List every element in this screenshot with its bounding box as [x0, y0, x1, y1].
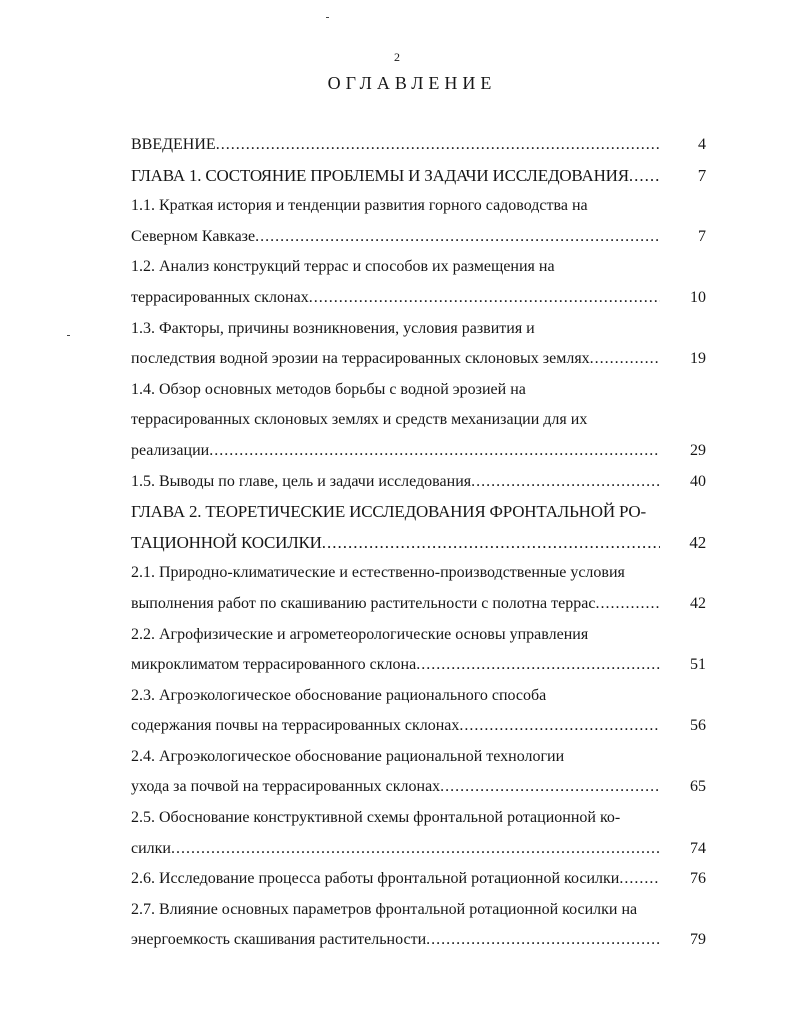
page-number: 2	[394, 50, 400, 64]
toc-line	[131, 161, 706, 192]
toc-leader-dots	[416, 650, 660, 681]
toc-page-number: 42	[689, 532, 706, 552]
toc-page-number: 74	[690, 839, 706, 857]
toc-entry-text: силки	[131, 839, 171, 857]
table-of-contents	[131, 130, 706, 956]
toc-line	[131, 467, 706, 498]
toc-page-number: 7	[698, 227, 706, 245]
toc-page-number: 42	[690, 594, 706, 612]
toc-leader-dots	[629, 161, 660, 192]
toc-page-number: 10	[690, 288, 706, 306]
toc-line	[131, 834, 706, 865]
toc-line	[131, 742, 706, 773]
toc-entry-text: 2.7. Влияние основных параметров фронтальной ротационной косилки на	[131, 900, 638, 918]
toc-leader-dots	[255, 222, 660, 253]
toc-page-number: 29	[690, 441, 706, 459]
toc-line	[131, 803, 706, 834]
toc-line	[131, 283, 706, 314]
toc-entry-text: террасированных склоновых землях и средств механизации для их	[131, 411, 588, 429]
toc-line	[131, 344, 706, 375]
scan-speck	[67, 335, 70, 336]
toc-entry-text: ВВЕДЕНИЕ	[131, 136, 216, 153]
toc-entry-text: микроклиматом террасированного склона	[131, 656, 417, 674]
toc-entry-text: ГЛАВА 2. ТЕОРЕТИЧЕСКИЕ ИССЛЕДОВАНИЯ ФРОНТАЛЬНОЙ РО-	[131, 502, 646, 522]
toc-leader-dots	[440, 772, 660, 803]
toc-line	[131, 864, 706, 895]
toc-line	[131, 314, 706, 345]
toc-entry-text: 1.2. Анализ конструкций террас и способов их размещения на	[131, 258, 555, 276]
toc-entry-text: 2.5. Обоснование конструктивной схемы фронтальной ротационной ко-	[131, 809, 621, 827]
toc-leader-dots	[216, 130, 660, 161]
toc-leader-dots	[322, 528, 660, 559]
toc-leader-dots	[590, 344, 660, 375]
toc-leader-dots	[595, 589, 660, 620]
toc-entry-text: последствия водной эрозии на террасированных склоновых землях	[131, 350, 590, 368]
toc-line	[131, 895, 706, 926]
toc-entry-text: ТАЦИОННОЙ КОСИЛКИ	[131, 532, 322, 552]
toc-page-number: 65	[690, 778, 706, 796]
toc-leader-dots	[619, 864, 660, 895]
toc-page-number: 76	[690, 870, 706, 888]
toc-entry-text: выполнения работ по скашиванию растительности с полотна террас	[131, 594, 596, 612]
toc-entry-text: реализации	[131, 441, 210, 459]
page-title: ОГЛАВЛЕНИЕ	[327, 73, 497, 93]
toc-entry-text: 1.3. Факторы, причины возникновения, условия развития и	[131, 319, 535, 337]
toc-page-number: 51	[690, 656, 706, 674]
toc-page-number: 4	[698, 136, 706, 153]
toc-line	[131, 558, 706, 589]
toc-entry-text: 2.1. Природно-климатические и естественно-производственные условия	[131, 564, 625, 582]
toc-line	[131, 528, 706, 559]
toc-leader-dots	[209, 436, 660, 467]
toc-line	[131, 405, 706, 436]
toc-leader-dots	[471, 467, 660, 498]
toc-leader-dots	[426, 925, 660, 956]
toc-line	[131, 252, 706, 283]
toc-entry-text: террасированных склонах	[131, 288, 309, 306]
toc-page-number: 79	[690, 931, 706, 949]
toc-entry-text: 2.3. Агроэкологическое обоснование рационального способа	[131, 686, 547, 704]
toc-line	[131, 650, 706, 681]
toc-entry-text: ухода за почвой на террасированных склонах	[131, 778, 441, 796]
toc-page-number: 56	[690, 717, 706, 735]
toc-line	[131, 130, 706, 161]
toc-line	[131, 191, 706, 222]
toc-page-number: 19	[690, 350, 706, 368]
toc-entry-text: содержания почвы на террасированных склонах	[131, 717, 460, 735]
toc-line	[131, 497, 706, 528]
toc-entry-text: 2.4. Агроэкологическое обоснование рациональной технологии	[131, 747, 565, 765]
toc-page-number: 7	[697, 165, 706, 185]
toc-line	[131, 375, 706, 406]
scan-speck	[326, 17, 329, 18]
toc-line	[131, 681, 706, 712]
toc-line	[131, 436, 706, 467]
toc-entry-text: ГЛАВА 1. СОСТОЯНИЕ ПРОБЛЕМЫ И ЗАДАЧИ ИССЛЕДОВАНИЯ	[131, 165, 629, 185]
toc-leader-dots	[309, 283, 660, 314]
toc-entry-text: 1.4. Обзор основных методов борьбы с водной эрозией на	[131, 380, 526, 398]
toc-leader-dots	[171, 834, 660, 865]
toc-line	[131, 925, 706, 956]
toc-leader-dots	[459, 711, 660, 742]
toc-line	[131, 711, 706, 742]
toc-entry-text: Северном Кавказе	[131, 227, 256, 245]
toc-entry-text: 2.2. Агрофизические и агрометеорологические основы управления	[131, 625, 589, 643]
toc-line	[131, 222, 706, 253]
toc-entry-text: 1.1. Краткая история и тенденции развития горного садоводства на	[131, 197, 588, 215]
toc-page-number: 40	[690, 472, 706, 490]
toc-entry-text: 2.6. Исследование процесса работы фронтальной ротационной косилки	[131, 870, 620, 888]
toc-line	[131, 620, 706, 651]
toc-entry-text: энергоемкость скашивания растительности	[131, 931, 427, 949]
toc-entry-text: 1.5. Выводы по главе, цель и задачи исследования	[131, 472, 472, 490]
toc-line	[131, 589, 706, 620]
toc-line	[131, 772, 706, 803]
